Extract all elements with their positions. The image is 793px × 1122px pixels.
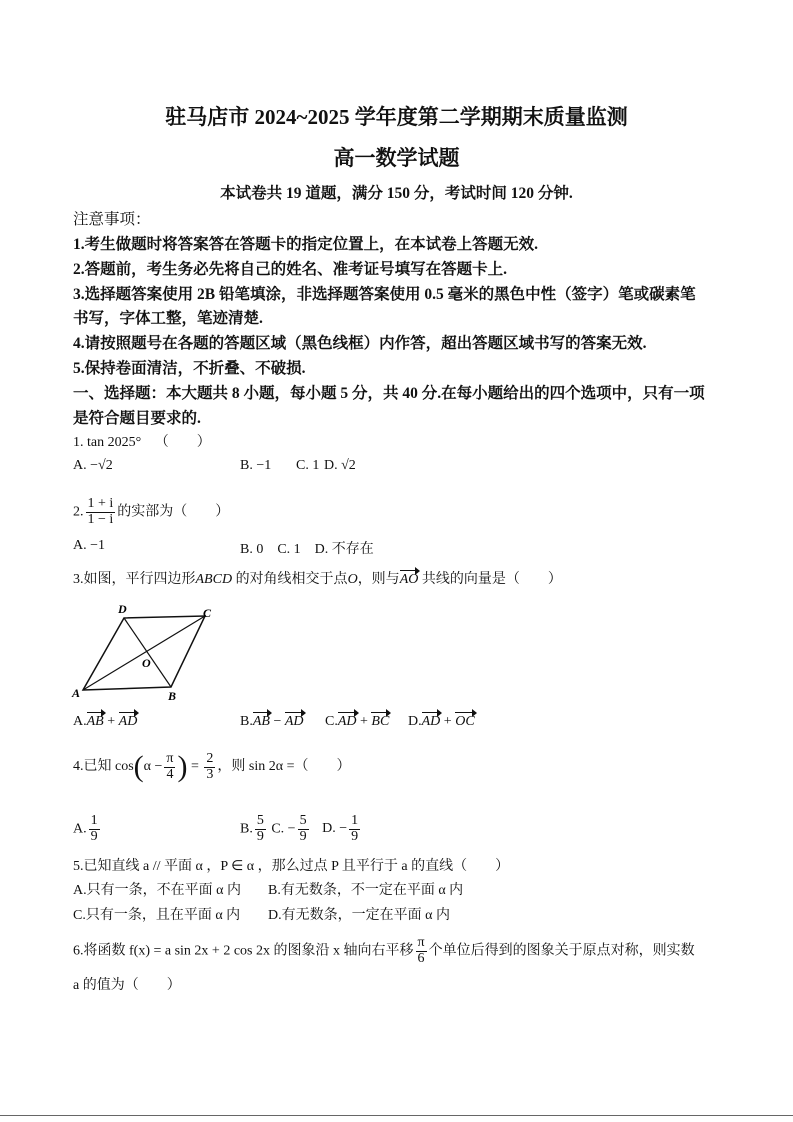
question-6-line2: a 的值为（ ） xyxy=(73,978,181,993)
q6-pi-over-6 xyxy=(416,936,427,966)
q4-b-den: 9 xyxy=(256,828,264,844)
q2-number: 2. xyxy=(73,504,84,520)
q3-vector-ab: AB xyxy=(252,714,270,729)
q4-b-num: 5 xyxy=(256,813,264,828)
q2-numerator: 1 + i xyxy=(87,496,114,511)
q3-vector-ad: AD xyxy=(337,714,357,729)
q3-parallelogram-name: ABCD xyxy=(195,572,233,587)
q4-option-a-label: A. xyxy=(73,821,87,837)
q3-vector-ad: AD xyxy=(421,714,441,729)
q5-option-c: C.只有一条，且在平面 α 内 xyxy=(73,908,241,923)
q5-option-b: B.有无数条，不一定在平面 α 内 xyxy=(268,883,464,898)
q2-denominator: 1 − i xyxy=(87,511,114,527)
q3-operator: − xyxy=(273,714,282,729)
q5-option-a: A.只有一条，不在平面 α 内 xyxy=(73,883,241,898)
q4-alpha-minus: α − xyxy=(143,759,163,775)
q4-a-den: 9 xyxy=(90,828,98,844)
q3-option-b xyxy=(240,714,304,730)
q3-point-o: O xyxy=(347,572,358,587)
q3-vector-oc: OC xyxy=(455,714,475,729)
question-4-stem: 4.已知 cos(α − $\frac{\pi}{4}$ ) = $\frac{2}{3}$ ，则 sin 2α =（ ） xyxy=(73,750,351,783)
q4-four: 4 xyxy=(166,766,174,782)
q3-vector-ad: AD xyxy=(284,714,304,729)
q3-vector-ao: AO xyxy=(399,572,419,587)
notes-heading: 注意事项： xyxy=(73,211,151,228)
q3-text-b: 的对角线相交于点 xyxy=(235,572,348,587)
q1-option-b: B. −1 xyxy=(240,458,272,473)
q4-a-num: 1 xyxy=(90,813,98,828)
q3-option-d xyxy=(408,714,475,730)
q4-value-fraction xyxy=(204,752,215,782)
q6-six: 6 xyxy=(417,950,425,966)
question-2-stem xyxy=(73,497,229,527)
q4-c-num: 5 xyxy=(299,813,307,828)
q3-operator: + xyxy=(360,714,368,729)
q4-option-b xyxy=(240,814,362,844)
q3-text-c: ，则与 xyxy=(357,572,400,587)
q6-pi: π xyxy=(417,935,425,950)
q3-option-c-label: C. xyxy=(325,714,338,729)
question-5-stem: 5.已知直线 a // 平面 α ，P ∈ α ，那么过点 P 且平行于 a 的直线（ ） xyxy=(73,859,510,874)
q4-value-num: 2 xyxy=(206,750,214,766)
q5-option-d: D.有无数条，一定在平面 α 内 xyxy=(268,908,450,923)
q4-value-den: 3 xyxy=(206,766,214,782)
q4-suffix: ，则 sin 2α =（ ） xyxy=(217,759,351,775)
label-a: A xyxy=(72,686,81,700)
question-6-stem xyxy=(73,936,695,966)
q6-text-b: 个单位后得到的图象关于原点对称，则实数 xyxy=(428,943,695,959)
q1-answer-paren: （ ） xyxy=(154,435,211,450)
parallelogram-figure xyxy=(68,600,218,705)
label-d: D xyxy=(118,602,127,616)
q2-options-bcd: B. 0 C. 1 D. 不存在 xyxy=(240,542,374,557)
q4-option-d-label: D. − xyxy=(322,821,348,837)
page-bottom-rule xyxy=(0,1115,793,1116)
q3-option-d-label: D. xyxy=(408,714,422,729)
q4-c-den: 9 xyxy=(299,828,307,844)
question-3-stem xyxy=(73,568,562,588)
q3-operator: + xyxy=(107,714,116,729)
q3-operator: + xyxy=(443,714,452,729)
note-item: 书写，字体工整，笔迹清楚. xyxy=(73,310,263,327)
label-c: C xyxy=(203,606,212,620)
note-item: 4.请按照题号在各题的答题区域（黑色线框）内作答，超出答题区域书写的答案无效. xyxy=(73,335,647,352)
q4-pi-over-4 xyxy=(164,752,175,782)
label-o: O xyxy=(142,656,151,670)
q4-d-den: 9 xyxy=(351,828,359,844)
question-1-stem xyxy=(73,431,211,451)
q4-option-c-label: C. − xyxy=(271,821,296,837)
exam-subtitle: 高一数学试题 xyxy=(333,146,460,170)
q1-text: 1. tan 2025° xyxy=(73,435,142,450)
q2-option-a: A. −1 xyxy=(73,538,106,553)
q1-option-a: A. −√2 xyxy=(73,458,113,473)
q3-option-a-label: A. xyxy=(73,714,87,729)
note-item: 1.考生做题时将答案答在答题卡的指定位置上，在本试卷上答题无效. xyxy=(73,236,539,253)
q3-vector-ad: AD xyxy=(118,714,138,729)
q1-option-d: D. √2 xyxy=(324,458,356,473)
q3-option-b-label: B. xyxy=(240,714,253,729)
q3-option-c xyxy=(325,714,389,730)
exam-title: 驻马店市 2024~2025 学年度第二学期期末质量监测 xyxy=(165,105,628,129)
q4-option-b-label: B. xyxy=(240,821,253,837)
q2-suffix: 的实部为（ ） xyxy=(117,504,230,520)
q3-vector-bc: BC xyxy=(371,714,390,729)
note-item: 5.保持卷面清洁，不折叠、不破损. xyxy=(73,360,306,377)
q3-vector-ab: AB xyxy=(86,714,104,729)
exam-info: 本试卷共 19 道题，满分 150 分，考试时间 120 分钟. xyxy=(220,185,573,202)
section-heading-cont: 是符合题目要求的. xyxy=(73,410,201,427)
note-item: 3.选择题答案使用 2B 铅笔填涂，非选择题答案使用 0.5 毫米的黑色中性（签字）笔或碳素笔 xyxy=(73,286,696,303)
q3-text-a: 3.如图，平行四边形 xyxy=(73,572,196,587)
q4-option-a xyxy=(73,814,102,844)
label-b: B xyxy=(168,689,177,703)
q4-prefix: 4.已知 cos xyxy=(73,759,134,775)
q4-d-num: 1 xyxy=(351,813,359,828)
diagonal-bd xyxy=(124,618,171,687)
q4-pi: π xyxy=(166,750,174,766)
section-heading: 一、选择题：本大题共 8 小题，每小题 5 分，共 40 分.在每小题给出的四个选项中，只有一项 xyxy=(73,385,705,402)
q3-text-d: 共线的向量是（ ） xyxy=(421,572,562,587)
q1-option-c: C. 1 xyxy=(296,458,320,473)
q2-fraction xyxy=(86,497,116,527)
note-item: 2.答题前，考生务必先将自己的姓名、准考证号填写在答题卡上. xyxy=(73,261,508,278)
q3-option-a xyxy=(73,714,137,730)
q6-text-a: 6.将函数 f(x) = a sin 2x + 2 cos 2x 的图象沿 x 轴向右平移 xyxy=(73,943,414,959)
